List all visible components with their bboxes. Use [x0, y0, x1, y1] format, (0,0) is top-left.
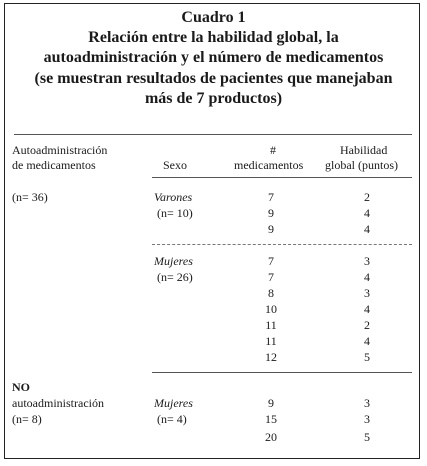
header-medications: medicamentos	[234, 158, 304, 172]
group-n-noself: (n= 8)	[12, 412, 42, 426]
sex-women-label-2: Mujeres	[154, 396, 193, 410]
sex-men-label: Varones	[154, 190, 193, 204]
table-cell: 7	[268, 270, 274, 284]
header-ability: Habilidad	[340, 143, 388, 157]
table-cell: 5	[364, 430, 370, 444]
sex-women-n: (n= 26)	[157, 270, 193, 284]
group-no-self-admin: autoadministración	[12, 396, 104, 410]
table-cell: 3	[364, 396, 370, 410]
header-ability-2: global (puntos)	[325, 158, 398, 172]
table-cell: 15	[265, 412, 277, 426]
table-cell: 4	[364, 270, 370, 284]
table-cell: 4	[364, 222, 370, 236]
sex-women-label: Mujeres	[154, 254, 193, 268]
table-cell: 7	[268, 254, 274, 268]
table-cell: 2	[364, 190, 370, 204]
table-cell: 11	[265, 318, 277, 332]
table-cell: 3	[364, 412, 370, 426]
table-cell: 4	[364, 302, 370, 316]
table-cell: 5	[364, 350, 370, 364]
header-num-symbol: #	[270, 143, 276, 157]
sex-women-n-2: (n= 4)	[157, 412, 187, 426]
table-title-line: autoadministración y el número de medicamentos	[43, 49, 384, 66]
header-self-admin-2: de medicamentos	[12, 158, 96, 172]
section-rule	[152, 372, 412, 373]
sex-men-n: (n= 10)	[157, 206, 193, 220]
table-cell: 7	[268, 190, 274, 204]
table-cell: 9	[268, 222, 274, 236]
table-cell: 20	[265, 430, 277, 444]
table-cell: 3	[364, 286, 370, 300]
table-cell: 11	[265, 334, 277, 348]
table-cell: 9	[268, 206, 274, 220]
table-cell: 12	[265, 350, 277, 364]
table-cell: 4	[364, 206, 370, 220]
table-cell: 2	[364, 318, 370, 332]
table-title: Cuadro 1	[181, 9, 246, 26]
table-cell: 3	[364, 254, 370, 268]
table-cell: 9	[268, 396, 274, 410]
header-self-admin: Autoadministración	[12, 143, 108, 157]
table-subtitle: (se muestran resultados de pacientes que manejaban	[34, 70, 393, 87]
table-cell: 10	[265, 302, 277, 316]
table-cell: 8	[268, 286, 274, 300]
header-rule	[14, 134, 412, 135]
header-subrule	[152, 177, 412, 178]
header-sex: Sexo	[163, 158, 187, 172]
group-no-label: NO	[12, 380, 30, 394]
table-title-line: Relación entre la habilidad global, la	[88, 29, 339, 46]
table-cell: 4	[364, 334, 370, 348]
group-n-self: (n= 36)	[12, 190, 48, 204]
table-subtitle: más de 7 productos)	[144, 90, 283, 107]
group-divider	[152, 244, 412, 245]
